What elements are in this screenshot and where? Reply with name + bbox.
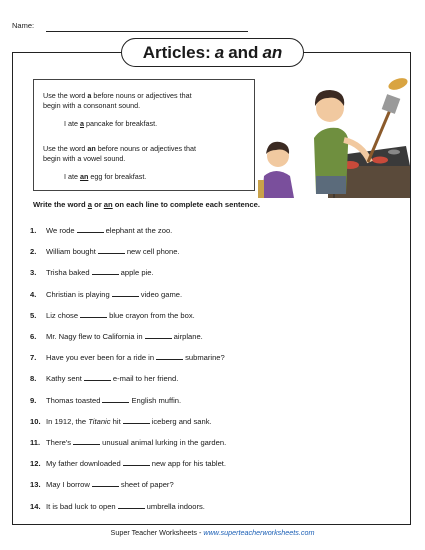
question-text-before: We rode xyxy=(46,226,75,235)
question-text-after: English muffin. xyxy=(131,395,182,405)
footer xyxy=(0,528,425,537)
rule-an-line2: begin with a vowel sound. xyxy=(43,154,126,164)
answer-blank[interactable] xyxy=(77,226,104,233)
title-a: a xyxy=(214,42,225,62)
instructions xyxy=(33,200,260,209)
instructions-post: on each line to complete each sentence. xyxy=(112,200,260,209)
question-text-before: It is bad luck to open xyxy=(46,501,116,511)
instructions-pre: Write the word xyxy=(33,200,88,209)
question-number: 3. xyxy=(30,268,37,278)
chair xyxy=(258,180,264,198)
example-an-word: an xyxy=(79,172,89,181)
example-an-post: egg for breakfast. xyxy=(88,172,147,181)
example-an xyxy=(64,172,146,182)
question-text-after: apple pie. xyxy=(120,268,154,278)
rule-an-word: an xyxy=(87,144,96,153)
question-number: 6. xyxy=(30,332,37,341)
question-text-before: In 1912, the xyxy=(46,416,89,426)
question-row xyxy=(30,268,154,277)
pancake xyxy=(387,76,409,92)
kid-body xyxy=(262,171,294,198)
question-text-before: There's xyxy=(46,438,72,447)
instructions-or: or xyxy=(91,200,104,209)
question-number: 2. xyxy=(30,247,37,257)
answer-blank[interactable] xyxy=(98,247,125,254)
rule-an-pre: Use the word xyxy=(43,144,88,153)
instructions-an: an xyxy=(103,200,113,209)
question-number: 7. xyxy=(30,353,37,363)
example-a-post: pancake for breakfast. xyxy=(83,119,158,128)
question-row xyxy=(30,226,172,235)
question-row xyxy=(30,332,203,341)
example-a xyxy=(64,119,157,129)
question-text-before: Have you ever been for a ride in xyxy=(46,353,155,363)
rule-a xyxy=(43,91,248,112)
answer-blank[interactable] xyxy=(123,417,150,424)
title-and: and xyxy=(228,42,259,62)
answer-blank[interactable] xyxy=(92,480,119,487)
question-text-before: May I borrow xyxy=(46,480,90,490)
instructions-a: a xyxy=(87,200,92,209)
question-text-before: Liz chose xyxy=(46,310,79,320)
question-number: 5. xyxy=(30,310,37,320)
question-text-after: sheet of paper? xyxy=(120,480,174,490)
question-text-after: video game. xyxy=(140,289,183,299)
man-pants xyxy=(316,176,346,194)
answer-blank[interactable] xyxy=(92,268,119,275)
example-a-pre: I ate xyxy=(64,119,80,128)
question-row xyxy=(30,374,178,383)
question-text-after: unusual animal lurking in the garden. xyxy=(102,438,227,447)
question-row xyxy=(30,417,212,426)
question-row xyxy=(30,502,205,511)
rule-a-word: a xyxy=(87,91,92,100)
question-number: 8. xyxy=(30,374,37,384)
question-row xyxy=(30,247,180,256)
footer-sep: - xyxy=(196,528,204,537)
question-row xyxy=(30,396,181,405)
rule-a-post: before nouns or adjectives that xyxy=(91,91,192,100)
question-number: 12. xyxy=(30,459,41,469)
question-number: 14. xyxy=(30,501,41,511)
answer-blank[interactable] xyxy=(112,290,139,297)
question-text-before: Christian is playing xyxy=(46,289,110,299)
answer-blank[interactable] xyxy=(80,311,107,318)
question-number: 1. xyxy=(30,226,37,235)
example-a-word: a xyxy=(79,119,84,128)
question-text-before: My father downloaded xyxy=(46,459,121,469)
question-number: 11. xyxy=(30,438,41,447)
burner-3 xyxy=(388,150,400,155)
answer-blank[interactable] xyxy=(102,396,129,403)
question-text-after: blue crayon from the box. xyxy=(109,310,195,320)
footer-brand: Super Teacher Worksheets xyxy=(110,528,197,537)
question-row xyxy=(30,459,226,468)
question-text-after: e-mail to her friend. xyxy=(112,374,179,384)
spatula-blade xyxy=(382,94,401,114)
question-text-before: Kathy sent xyxy=(46,374,82,384)
question-number: 10. xyxy=(30,416,41,426)
title-part1: Articles: xyxy=(142,42,211,62)
rule-an-post: before nouns or adjectives that xyxy=(95,144,197,153)
title-box xyxy=(121,38,304,67)
question-text-after: submarine? xyxy=(185,353,225,363)
question-text-before: Thomas toasted xyxy=(46,395,101,405)
question-row xyxy=(30,438,226,447)
question-text-before: Trisha baked xyxy=(46,268,90,278)
question-text-before: Mr. Nagy flew to California in xyxy=(46,332,143,341)
question-text-italic: Titanic xyxy=(88,416,111,426)
question-row xyxy=(30,290,182,299)
answer-blank[interactable] xyxy=(145,332,172,339)
answer-blank[interactable] xyxy=(156,353,183,360)
question-text-before: William bought xyxy=(46,247,96,257)
question-text-after: iceberg and sank. xyxy=(151,416,212,426)
answer-blank[interactable] xyxy=(123,459,150,466)
question-row xyxy=(30,480,174,489)
question-text-after: airplane. xyxy=(173,332,203,341)
example-an-pre: I ate xyxy=(64,172,80,181)
answer-blank[interactable] xyxy=(118,502,145,509)
answer-blank[interactable] xyxy=(84,374,111,381)
name-label: Name: xyxy=(12,21,35,30)
question-number: 9. xyxy=(30,395,37,405)
question-number: 13. xyxy=(30,480,41,490)
question-text-after: new cell phone. xyxy=(126,247,180,257)
question-text-before-2: hit xyxy=(110,416,121,426)
question-text-after: new app for his tablet. xyxy=(151,459,227,469)
rule-a-line2: begin with a consonant sound. xyxy=(43,101,141,111)
question-row xyxy=(30,311,195,320)
title-an: an xyxy=(262,42,283,62)
rules-box xyxy=(33,79,255,191)
question-number: 4. xyxy=(30,289,37,299)
burner-2 xyxy=(372,157,388,164)
answer-blank[interactable] xyxy=(73,438,100,445)
rule-an xyxy=(43,144,248,165)
question-row xyxy=(30,353,225,362)
question-text-after: umbrella indoors. xyxy=(146,501,205,511)
question-text-after: elephant at the zoo. xyxy=(105,226,173,235)
cooking-illustration xyxy=(258,66,410,198)
footer-url[interactable]: www.superteacherworksheets.com xyxy=(203,528,315,537)
rule-a-pre: Use the word xyxy=(43,91,88,100)
name-line[interactable] xyxy=(46,31,248,32)
